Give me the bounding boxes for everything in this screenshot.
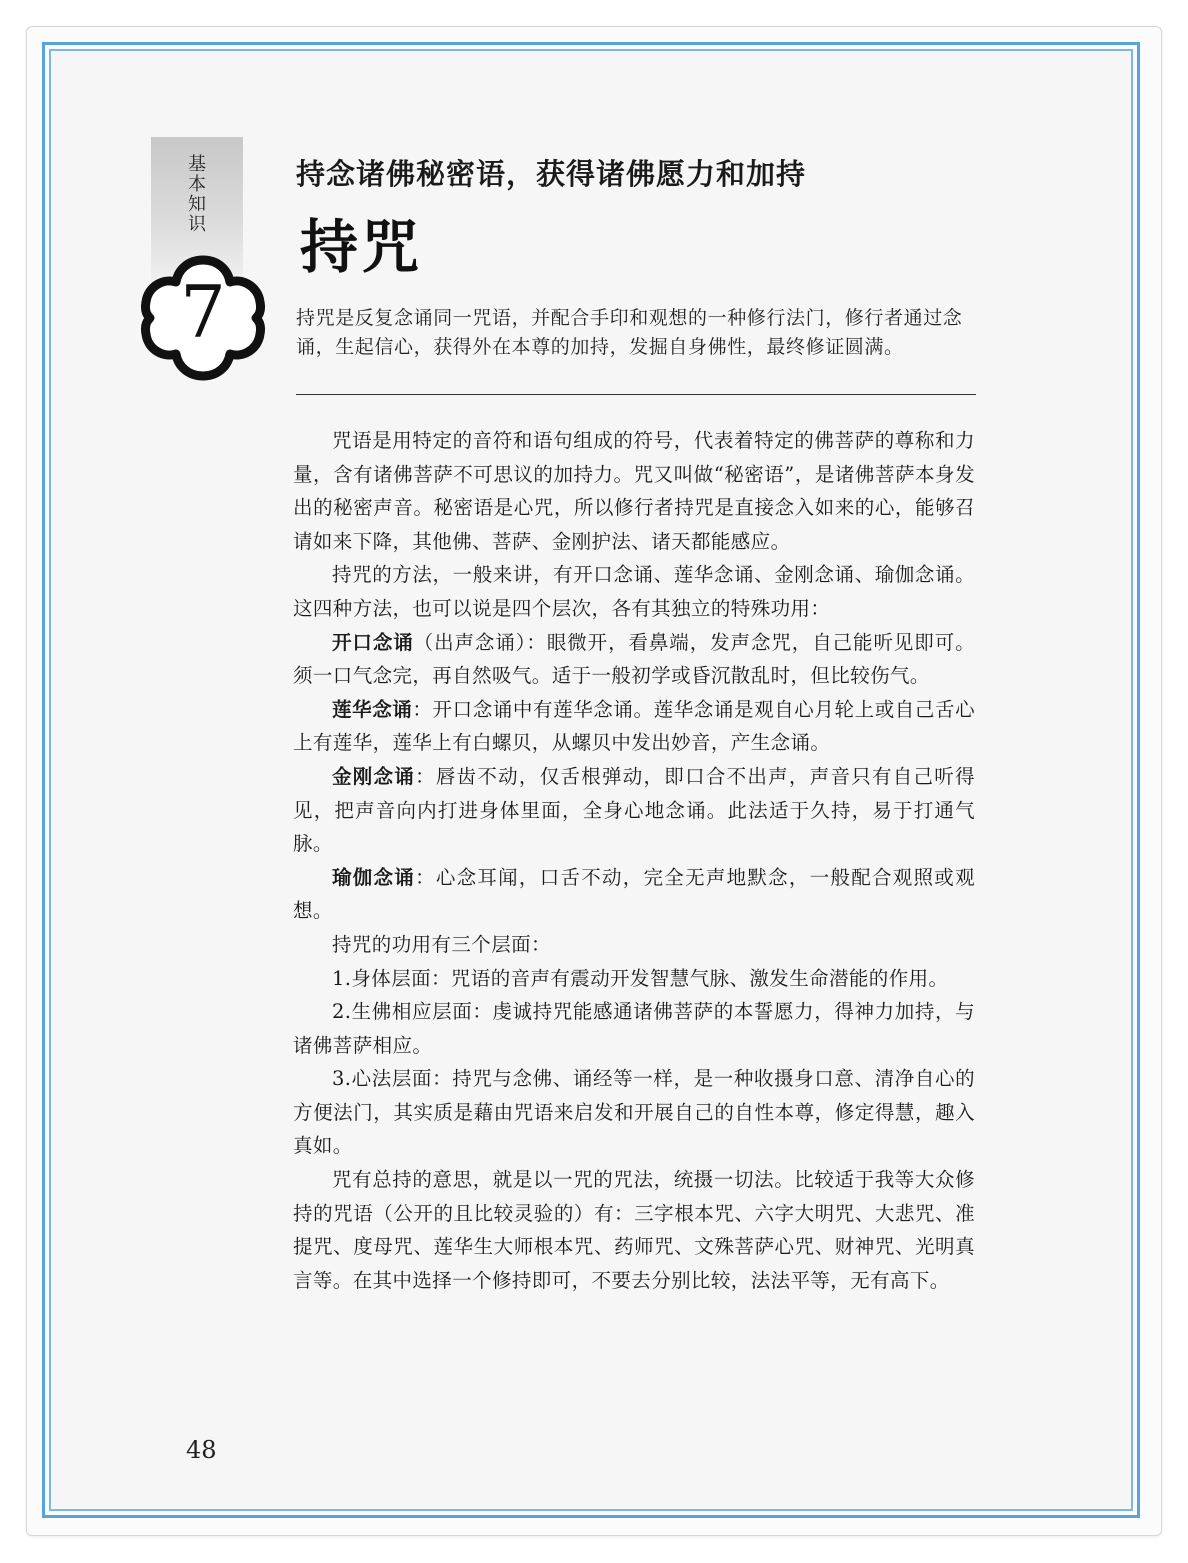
body-paragraph xyxy=(293,861,975,928)
term-text: ：唇齿不动，仅舌根弹动，即口合不出声，声音只有自己听得见，把声音向内打进身体里面，全身心地念诵。此法适于久持，易于打通气脉。 xyxy=(293,764,975,856)
term-text: ：心念耳闻，口舌不动，完全无声地默念，一般配合观照或观想。 xyxy=(293,865,975,923)
article-subtitle: 持念诸佛秘密语，获得诸佛愿力和加持 xyxy=(296,157,807,191)
term-text: ：开口念诵中有莲华念诵。莲华念诵是观自心月轮上或自己舌心上有莲华，莲华上有白螺贝，从螺贝中发出妙音，产生念诵。 xyxy=(293,697,975,755)
body-paragraph xyxy=(293,693,975,760)
body-paragraph: 持咒的方法，一般来讲，有开口念诵、莲华念诵、金刚念诵、瑜伽念诵。这四种方法，也可以说是四个层次，各有其独立的特殊功用： xyxy=(293,563,975,620)
article-body xyxy=(293,424,975,1297)
term-heading: 莲华念诵 xyxy=(332,697,413,721)
sidebar-label: 基本知识 xyxy=(188,154,206,235)
article-title: 持咒 xyxy=(300,213,423,281)
body-paragraph xyxy=(293,626,975,693)
page-number: 48 xyxy=(186,1436,217,1464)
body-paragraph: 持咒的功用有三个层面： xyxy=(332,932,551,956)
body-paragraph: 1.身体层面：咒语的音声有震动开发智慧气脉、激发生命潜能的作用。 xyxy=(332,966,949,990)
term-heading: 开口念诵 xyxy=(332,630,414,654)
body-paragraph: 咒有总持的意思，就是以一咒的咒法，统摄一切法。比较适于我等大众修持的咒语（公开的且比较灵验的）有：三字根本咒、六字大明咒、大悲咒、准提咒、度母咒、莲华生大师根本咒、药师咒、文殊菩萨心咒、财神咒、光明真言等。在其中选择一个修持即可，不要去分别比较，法法平等，无有高下。 xyxy=(293,1168,975,1292)
body-paragraph: 3.心法层面：持咒与念佛、诵经等一样，是一种收摄身口意、清净自心的方便法门，其实质是藉由咒语来启发和开展自己的自性本尊，修定得慧，趣入真如。 xyxy=(293,1067,975,1158)
term-text: （出声念诵）：眼微开，看鼻端，发声念咒，自己能听见即可。须一口气念完，再自然吸气。适于一般初学或昏沉散乱时，但比较伤气。 xyxy=(293,630,976,688)
chapter-number: 7 xyxy=(180,270,226,354)
intro-paragraph: 持咒是反复念诵同一咒语，并配合手印和观想的一种修行法门，修行者通过念诵，生起信心，获得外在本尊的加持，发掘自身佛性，最终修证圆满。 xyxy=(296,307,963,358)
term-heading: 瑜伽念诵 xyxy=(332,865,416,889)
body-paragraph: 2.生佛相应层面：虔诚持咒能感通诸佛菩萨的本誓愿力，得神力加持，与诸佛菩萨相应。 xyxy=(293,1000,975,1057)
divider-line xyxy=(296,394,976,395)
term-heading: 金刚念诵 xyxy=(332,764,416,788)
body-paragraph xyxy=(293,760,975,861)
body-paragraph: 咒语是用特定的音符和语句组成的符号，代表着特定的佛菩萨的尊称和力量，含有诸佛菩萨不可思议的加持力。咒又叫做“秘密语”，是诸佛菩萨本身发出的秘密声音。秘密语是心咒，所以修行者持咒是直接念入如来的心，能够召请如来下降，其他佛、菩萨、金刚护法、诸天都能感应。 xyxy=(293,429,975,553)
